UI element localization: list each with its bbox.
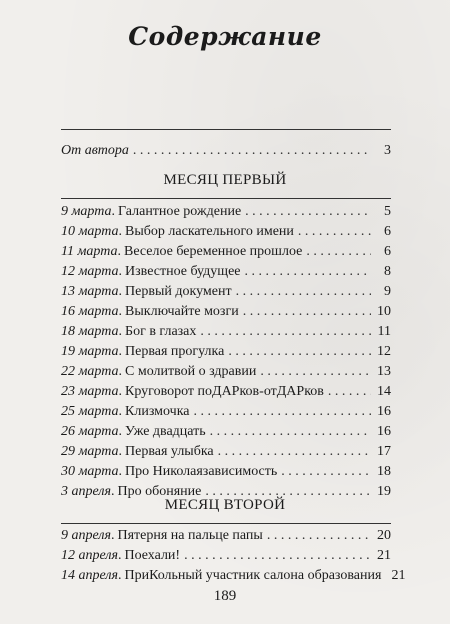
dot-leader [260,363,371,381]
dot-leader [218,443,371,461]
dot-leader [243,303,371,321]
toc-entry: 10 марта . Выбор ласкательного имени . . . 6 [61,223,391,241]
toc-entry-page: 21 [377,548,391,563]
toc-entry-date: 25 марта [61,404,119,419]
toc-entry: 19 марта . Первая прогулка . . . 12 [61,343,391,361]
section-heading-1: МЕСЯЦ ПЕРВЫЙ [163,172,287,188]
dot-leader [200,323,371,341]
toc-entry-page: 10 [377,304,391,319]
toc-entry-date: 23 марта [61,384,119,399]
toc-entry-page: 21 [391,568,406,583]
toc-entry-date: 10 марта [61,224,119,239]
toc-entry-date: 9 марта [61,204,112,219]
toc-entry-title: Веселое беременное прошлое [124,244,303,259]
toc-entry-page: 16 [377,424,391,439]
toc-entry-date: 26 марта [61,424,119,439]
dot-leader [236,283,371,301]
toc-entry-author [61,142,391,160]
toc-entry: 12 апреля . Поехали! . . . 21 [61,547,391,565]
toc-entry: 14 апреля . ПриКольный участник салона образования 21 [61,568,406,583]
toc-entry: 29 марта . Первая улыбка . . . 17 [61,443,391,461]
toc-entry: 22 марта . С молитвой о здравии . . . 13 [61,363,391,381]
toc-entry-title: Про Николаязависимость [125,464,278,479]
toc-entry-date: 29 марта [61,444,119,459]
toc-entry-title: Круговорот поДАРков-отДАРков [125,384,324,399]
section-rule-2 [61,523,391,524]
toc-entry: 30 марта . Про Николаязависимость . . . 18 [61,463,391,481]
toc-entry-page: 12 [377,344,391,359]
toc-entry-title: ПриКольный участник салона образования [124,568,382,583]
toc-entry-title: Галантное рождение [118,204,242,219]
toc-entry-title: Известное будущее [125,264,241,279]
toc-entry-date: 12 апреля [61,548,118,563]
toc-entry: 16 марта . Выключайте мозги . . . 10 [61,303,391,321]
toc-entry-date: 14 апреля [61,568,118,583]
toc-entry-page: 17 [377,444,391,459]
toc-entry-date: 9 апреля [61,528,111,543]
toc-entry-page: 9 [384,284,391,299]
top-rule [61,129,391,130]
toc-entry-title: Первый документ [125,284,232,299]
toc-entry-page: 18 [377,464,391,479]
toc-entry-page: 13 [377,364,391,379]
dot-leader [194,403,371,421]
dot-leader [133,142,371,160]
toc-entry: 12 марта . Известное будущее . . . 8 [61,263,391,281]
toc-entry: 3 апреля . Про обоняние . . . 19 [61,483,391,501]
toc-entry-page: 6 [384,224,391,239]
toc-entry-title: Пятерня на пальце папы [117,528,263,543]
toc-entry-page: 16 [377,404,391,419]
toc-entry-date: 12 марта [61,264,119,279]
toc-entry-page: 3 [384,143,391,158]
toc-entry-date: 30 марта [61,464,119,479]
toc-entry-date: 16 марта [61,304,119,319]
toc-entry-date: 13 марта [61,284,119,299]
toc-entry-title: Клизмочка [125,404,190,419]
toc-entry-date: 18 марта [61,324,119,339]
toc-entry-date: 3 апреля [61,484,111,499]
page-number: 189 [213,588,237,604]
toc-entry-title: Про обоняние [117,484,202,499]
dot-leader [245,263,371,281]
toc-entry-title: Уже двадцать [125,424,206,439]
toc-entry: 18 марта . Бог в глазах . . . 11 [61,323,391,341]
toc-entry-page: 19 [377,484,391,499]
dot-leader [228,343,371,361]
toc-entry: 9 марта . Галантное рождение . . . 5 [61,203,391,221]
toc-entry: 9 апреля . Пятерня на пальце папы . . . 20 [61,527,391,545]
dot-leader [245,203,371,221]
toc-entry-page: 8 [384,264,391,279]
dot-leader [281,463,371,481]
toc-entry-title: Первая улыбка [125,444,214,459]
toc-entry-date: 22 марта [61,364,119,379]
dot-leader [210,423,371,441]
dot-leader [298,223,371,241]
toc-entry-title: Выбор ласкательного имени [125,224,294,239]
toc-entry-page: 5 [384,204,391,219]
dot-leader [267,527,371,545]
dot-leader [184,547,371,565]
dot-leader [306,243,371,261]
toc-entry: 23 марта . Круговорот поДАРков-отДАРков . . . 14 [61,383,391,401]
toc-entry: 26 марта . Уже двадцать . . . 16 [61,423,391,441]
toc-entry-date: 19 марта [61,344,119,359]
toc-entry-label: От автора [61,143,129,158]
page-title: Содержание [128,22,322,51]
toc-entry-title: Выключайте мозги [125,304,239,319]
toc-entry-page: 20 [377,528,391,543]
section-rule-1 [61,198,391,199]
toc-entry-title: С молитвой о здравии [125,364,257,379]
dot-leader [328,383,371,401]
toc-entry: 11 марта . Веселое беременное прошлое . . . 6 [61,243,391,261]
section-heading-2: МЕСЯЦ ВТОРОЙ [164,497,286,513]
toc-entry-page: 6 [384,244,391,259]
toc-entry-title: Бог в глазах [125,324,197,339]
toc-entry-title: Первая прогулка [125,344,225,359]
toc-entry-date: 11 марта [61,244,118,259]
toc-entry: 13 марта . Первый документ . . . 9 [61,283,391,301]
toc-entry-title: Поехали! [124,548,181,563]
toc-entry: 25 марта . Клизмочка . . . 16 [61,403,391,421]
toc-entry-page: 14 [377,384,391,399]
toc-entry-page: 11 [377,324,391,339]
